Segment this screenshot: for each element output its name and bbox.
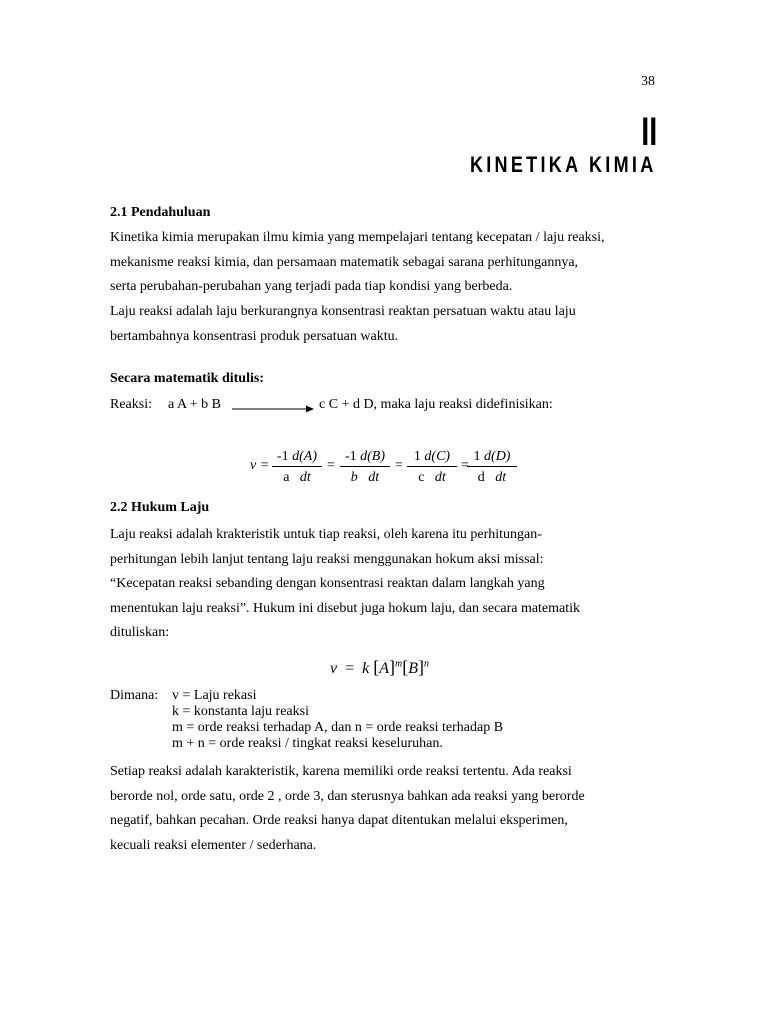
text-line: mekanisme reaksi kimia, dan persamaan matematik sebagai sarana perhitungannya, bbox=[110, 254, 579, 270]
rate-fraction-d bbox=[467, 448, 517, 486]
equals-sign: = bbox=[461, 458, 469, 473]
text-line: Setiap reaksi adalah karakteristik, karena memiliki orde reaksi tertentu. Ada reaksi bbox=[110, 764, 572, 779]
num-diff: d(D) bbox=[484, 449, 511, 464]
text-line: negatif, bahkan pecahan. Orde reaksi hanya dapat ditentukan melalui eksperimen, bbox=[110, 813, 568, 828]
rate-fraction-a bbox=[272, 448, 322, 486]
num-diff: d(C) bbox=[424, 449, 451, 464]
num-coef: 1 bbox=[413, 449, 421, 464]
num-diff: d(B) bbox=[360, 449, 386, 464]
reaction-arrow-icon bbox=[232, 404, 314, 414]
text-line: bertambahnya konsentrasi produk persatuan waktu. bbox=[110, 328, 399, 344]
text-line: berorde nol, orde satu, orde 2 , orde 3, dan sterusnya bahkan ada reaksi yang berorde bbox=[110, 788, 585, 804]
den-diff: dt bbox=[368, 470, 380, 485]
rate-fraction-c bbox=[407, 448, 457, 486]
chapter-numeral: II bbox=[640, 110, 657, 154]
den-coef: a bbox=[283, 470, 290, 485]
definitions-label: Dimana: bbox=[110, 688, 159, 703]
paragraph-reaction-order bbox=[110, 760, 670, 858]
text-line: perhitungan lebih lanjut tentang laju reaksi menggunakan hokum aksi missal: bbox=[110, 551, 544, 567]
reaction-reactants: a A + b B bbox=[168, 397, 222, 412]
rate-law-formula: v = k $[A]^m[B]^n$ bbox=[330, 657, 430, 677]
definition-item: k = konstanta laju reaksi bbox=[172, 704, 309, 719]
rate-fraction-b bbox=[340, 448, 390, 486]
den-diff: dt bbox=[495, 470, 507, 485]
den-diff: dt bbox=[299, 470, 311, 485]
formula-k: k bbox=[362, 660, 370, 677]
text-line: dituliskan: bbox=[110, 625, 170, 640]
text-line: Laju reaksi adalah laju berkurangnya konsentrasi reaktan persatuan waktu atau laju bbox=[110, 304, 576, 319]
formula-b: B bbox=[408, 660, 419, 677]
paragraph-rate-law bbox=[110, 523, 670, 646]
formula-n: n bbox=[424, 658, 430, 670]
paragraph-rate-definition bbox=[110, 300, 670, 349]
text-line: “Kecepatan reaksi sebanding dengan konsentrasi reaktan dalam langkah yang bbox=[110, 576, 545, 591]
text-line: Laju reaksi adalah krakteristik untuk tiap reaksi, oleh karena itu perhitungan- bbox=[110, 527, 542, 542]
page-number: 38 bbox=[641, 74, 655, 89]
num-coef: -1 bbox=[344, 449, 357, 464]
den-diff: dt bbox=[434, 470, 446, 485]
definition-item: v = Laju rekasi bbox=[172, 688, 257, 703]
num-coef: 1 bbox=[473, 449, 481, 464]
den-coef: c bbox=[418, 470, 425, 485]
definition-item: m = orde reaksi terhadap A, dan n = orde reaksi terhadap B bbox=[172, 720, 504, 735]
text-line: serta perubahan-perubahan yang terjadi pada tiap kondisi yang berbeda. bbox=[110, 279, 513, 294]
num-diff: d(A) bbox=[292, 449, 318, 464]
paragraph-definition bbox=[110, 226, 670, 300]
text-line: Kinetika kimia merupakan ilmu kimia yang mempelajari tentang kecepatan / laju reaksi, bbox=[110, 230, 605, 245]
equals-sign: = bbox=[327, 458, 335, 473]
num-coef: -1 bbox=[276, 449, 289, 464]
definitions-list bbox=[172, 688, 503, 752]
reaction-label: Reaksi: bbox=[110, 397, 152, 412]
math-heading: Secara matematik ditulis: bbox=[110, 371, 264, 386]
formula-v: v bbox=[330, 660, 338, 677]
text-line: menentukan laju reaksi”. Hukum ini disebut juga hokum laju, dan secara matematik bbox=[110, 600, 581, 616]
section-heading-pendahuluan: 2.1 Pendahuluan bbox=[110, 205, 211, 220]
definition-item: m + n = orde reaksi / tingkat reaksi keseluruhan. bbox=[172, 736, 443, 751]
section-heading-hukum-laju: 2.2 Hukum Laju bbox=[110, 500, 210, 515]
den-coef: b bbox=[350, 470, 358, 485]
rate-lhs: v = bbox=[250, 458, 270, 473]
formula-equals: = bbox=[345, 660, 355, 677]
reaction-products: c C + d D, maka laju reaksi didefinisikan: bbox=[319, 397, 553, 412]
equals-sign: = bbox=[395, 458, 403, 473]
formula-a: A bbox=[379, 660, 390, 677]
text-line: kecuali reaksi elementer / sederhana. bbox=[110, 837, 317, 853]
chapter-title: KINETIKA KIMIA bbox=[470, 152, 657, 177]
formula-m: m bbox=[395, 658, 403, 670]
den-coef: d bbox=[477, 470, 485, 485]
